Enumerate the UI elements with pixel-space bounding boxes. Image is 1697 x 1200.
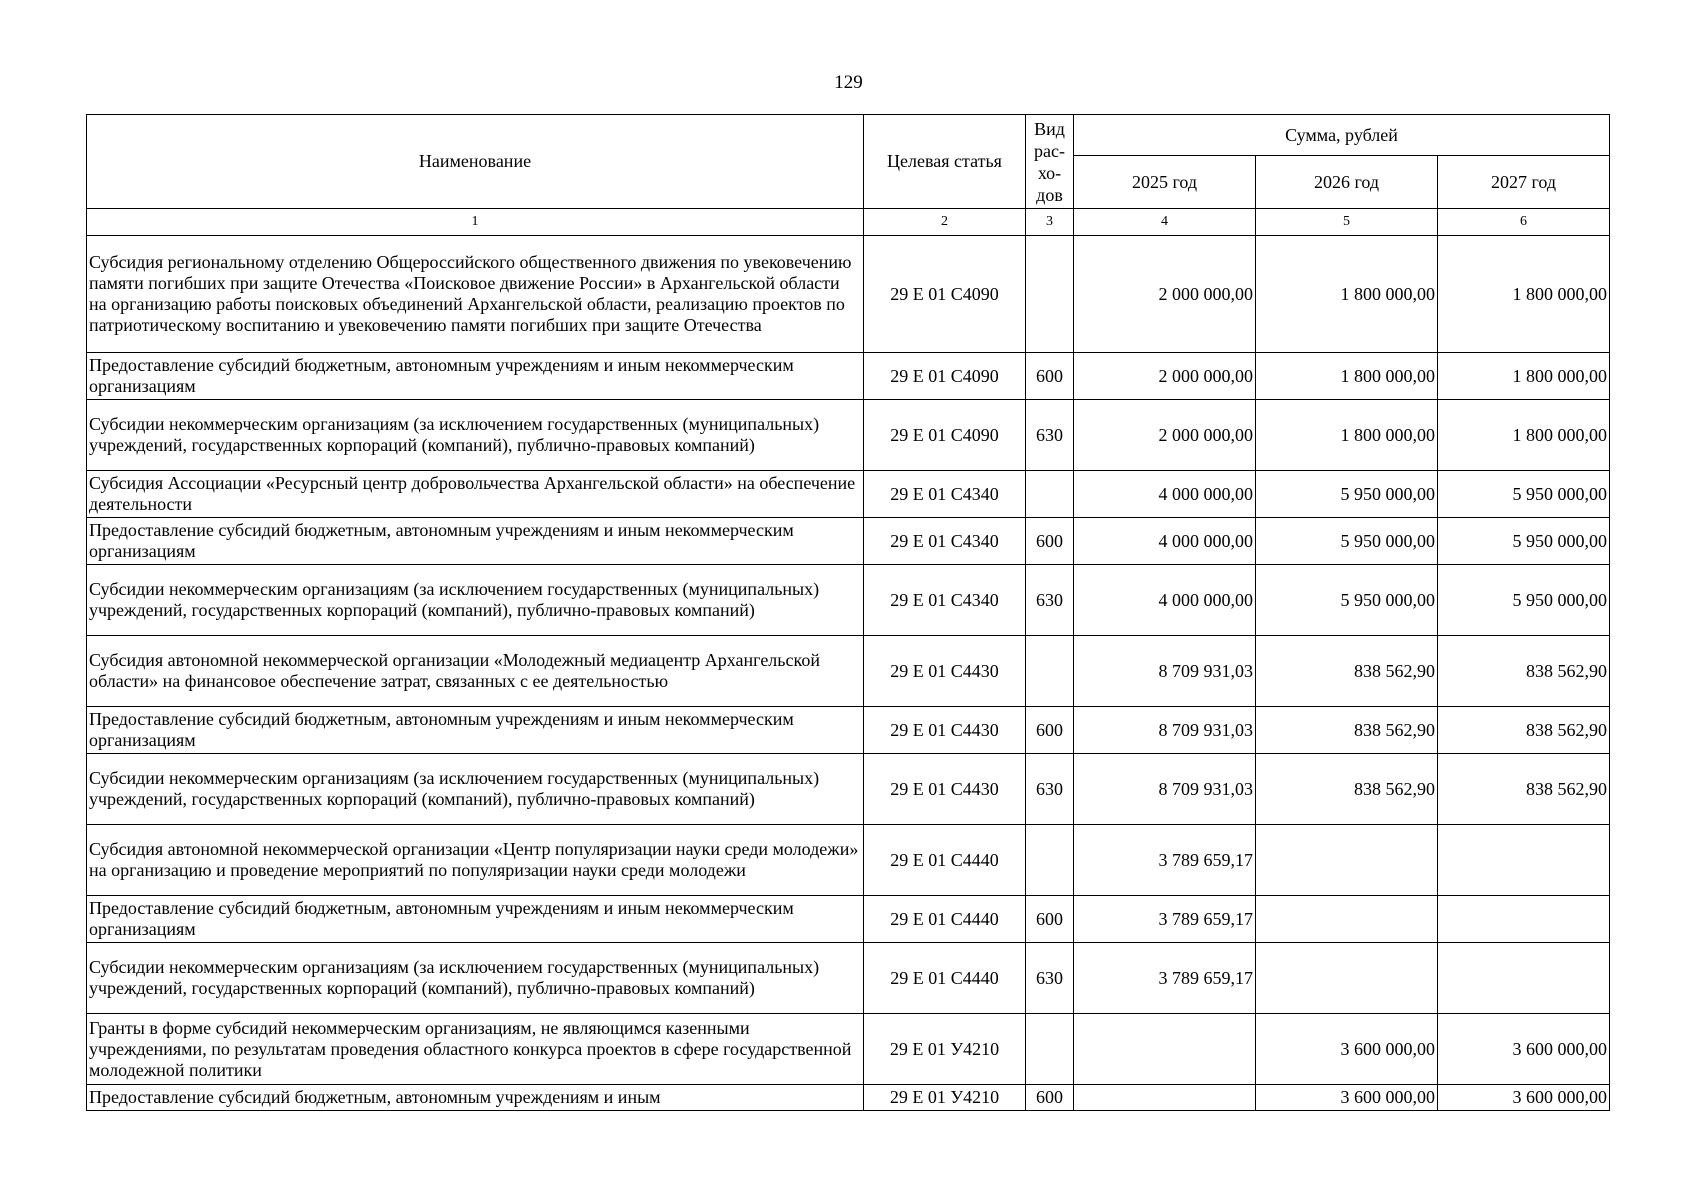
row-sum-2027: 838 562,90 xyxy=(1438,754,1610,825)
table-row xyxy=(87,353,1610,400)
table-row xyxy=(87,400,1610,471)
row-expense-type: 600 xyxy=(1026,518,1074,565)
row-name: Субсидии некоммерческим организациям (за исключением государственных (муниципальных) учреждений, государственных корпораций (компаний), публично-правовых компаний) xyxy=(87,943,864,1014)
row-target-article: 29 Е 01 У4210 xyxy=(864,1014,1026,1085)
row-sum-2026: 5 950 000,00 xyxy=(1256,471,1438,518)
row-expense-type: 630 xyxy=(1026,754,1074,825)
table-row xyxy=(87,896,1610,943)
table-row xyxy=(87,707,1610,754)
table-row xyxy=(87,636,1610,707)
row-sum-2026: 3 600 000,00 xyxy=(1256,1085,1438,1111)
row-sum-2027: 3 600 000,00 xyxy=(1438,1014,1610,1085)
row-target-article: 29 Е 01 С4440 xyxy=(864,896,1026,943)
table-row xyxy=(87,825,1610,896)
page-number: 129 xyxy=(834,72,863,93)
row-sum-2025: 2 000 000,00 xyxy=(1074,236,1256,353)
row-sum-2027: 5 950 000,00 xyxy=(1438,518,1610,565)
row-sum-2026: 1 800 000,00 xyxy=(1256,236,1438,353)
table-row xyxy=(87,236,1610,353)
table-row xyxy=(87,565,1610,636)
row-target-article: 29 Е 01 С4340 xyxy=(864,471,1026,518)
row-sum-2025: 4 000 000,00 xyxy=(1074,518,1256,565)
row-target-article: 29 Е 01 С4440 xyxy=(864,943,1026,1014)
row-sum-2025: 4 000 000,00 xyxy=(1074,565,1256,636)
row-sum-2025: 2 000 000,00 xyxy=(1074,400,1256,471)
row-sum-2027: 838 562,90 xyxy=(1438,636,1610,707)
row-target-article: 29 Е 01 С4430 xyxy=(864,754,1026,825)
row-expense-type: 600 xyxy=(1026,896,1074,943)
row-name: Субсидия Ассоциации «Ресурсный центр добровольчества Архангельской области» на обеспечение деятельности xyxy=(87,471,864,518)
row-name: Субсидия автономной некоммерческой организации «Молодежный медиацентр Архангельской области» на финансовое обеспечение затрат, связанных с ее деятельностью xyxy=(87,636,864,707)
row-sum-2025: 8 709 931,03 xyxy=(1074,707,1256,754)
row-name: Субсидия автономной некоммерческой организации «Центр популяризации науки среди молодежи» на организацию и проведение мероприятий по популяризации науки среди молодежи xyxy=(87,825,864,896)
header-sum: Сумма, рублей xyxy=(1074,115,1610,156)
row-name: Предоставление субсидий бюджетным, автономным учреждениям и иным некоммерческим организациям xyxy=(87,518,864,565)
column-number: 2 xyxy=(864,209,1026,236)
row-name: Субсидии некоммерческим организациям (за исключением государственных (муниципальных) учреждений, государственных корпораций (компаний), публично-правовых компаний) xyxy=(87,400,864,471)
row-sum-2027: 3 600 000,00 xyxy=(1438,1085,1610,1111)
row-sum-2025 xyxy=(1074,1085,1256,1111)
row-name: Субсидия региональному отделению Общероссийского общественного движения по увековечению памяти погибших при защите Отечества «Поисковое движение России» в Архангельской области на организацию работы поисковых объединений Архангельской области, реализацию проектов по патриотическому воспитанию и увековечению памяти погибших при защите Отечества xyxy=(87,236,864,353)
row-expense-type: 600 xyxy=(1026,1085,1074,1111)
column-number: 6 xyxy=(1438,209,1610,236)
row-target-article: 29 Е 01 С4090 xyxy=(864,400,1026,471)
row-sum-2027: 1 800 000,00 xyxy=(1438,353,1610,400)
row-sum-2026: 838 562,90 xyxy=(1256,707,1438,754)
row-sum-2026 xyxy=(1256,943,1438,1014)
row-sum-2027: 5 950 000,00 xyxy=(1438,565,1610,636)
row-target-article: 29 Е 01 С4430 xyxy=(864,636,1026,707)
row-expense-type: 600 xyxy=(1026,707,1074,754)
row-expense-type: 600 xyxy=(1026,353,1074,400)
row-sum-2026: 838 562,90 xyxy=(1256,636,1438,707)
row-sum-2026: 5 950 000,00 xyxy=(1256,565,1438,636)
row-expense-type xyxy=(1026,236,1074,353)
budget-table xyxy=(86,114,1610,1111)
row-name: Гранты в форме субсидий некоммерческим организациям, не являющимся казенными учреждениями, по результатам проведения областного конкурса проектов в сфере государственной молодежной политики xyxy=(87,1014,864,1085)
column-number: 3 xyxy=(1026,209,1074,236)
row-sum-2025: 4 000 000,00 xyxy=(1074,471,1256,518)
table-row xyxy=(87,471,1610,518)
row-target-article: 29 Е 01 У4210 xyxy=(864,1085,1026,1111)
row-sum-2027: 1 800 000,00 xyxy=(1438,236,1610,353)
table-row xyxy=(87,1014,1610,1085)
row-expense-type: 630 xyxy=(1026,400,1074,471)
row-sum-2025: 3 789 659,17 xyxy=(1074,825,1256,896)
header-year-2025: 2025 год xyxy=(1074,156,1256,209)
row-expense-type xyxy=(1026,1014,1074,1085)
row-sum-2027: 1 800 000,00 xyxy=(1438,400,1610,471)
row-expense-type: 630 xyxy=(1026,565,1074,636)
table-row xyxy=(87,754,1610,825)
column-number: 1 xyxy=(87,209,864,236)
row-sum-2025: 3 789 659,17 xyxy=(1074,943,1256,1014)
row-sum-2025: 2 000 000,00 xyxy=(1074,353,1256,400)
row-expense-type: 630 xyxy=(1026,943,1074,1014)
row-target-article: 29 Е 01 С4430 xyxy=(864,707,1026,754)
row-sum-2027 xyxy=(1438,825,1610,896)
row-expense-type xyxy=(1026,825,1074,896)
row-sum-2026: 5 950 000,00 xyxy=(1256,518,1438,565)
row-name: Субсидии некоммерческим организациям (за исключением государственных (муниципальных) учреждений, государственных корпораций (компаний), публично-правовых компаний) xyxy=(87,754,864,825)
row-target-article: 29 Е 01 С4340 xyxy=(864,565,1026,636)
row-name: Предоставление субсидий бюджетным, автономным учреждениям и иным некоммерческим организациям xyxy=(87,896,864,943)
row-sum-2025: 8 709 931,03 xyxy=(1074,754,1256,825)
row-sum-2027: 5 950 000,00 xyxy=(1438,471,1610,518)
row-name: Предоставление субсидий бюджетным, автономным учреждениям и иным некоммерческим организациям xyxy=(87,707,864,754)
table-row xyxy=(87,943,1610,1014)
row-target-article: 29 Е 01 С4090 xyxy=(864,236,1026,353)
column-number: 4 xyxy=(1074,209,1256,236)
row-sum-2026 xyxy=(1256,896,1438,943)
row-expense-type xyxy=(1026,471,1074,518)
header-name: Наименование xyxy=(87,115,864,209)
header-target-article: Целевая статья xyxy=(864,115,1026,209)
header-expense-type: Вид рас-хо-дов xyxy=(1026,115,1074,209)
row-sum-2026: 1 800 000,00 xyxy=(1256,400,1438,471)
table-row xyxy=(87,1085,1610,1111)
row-sum-2027: 838 562,90 xyxy=(1438,707,1610,754)
column-numbers-row xyxy=(87,209,1610,236)
row-sum-2025 xyxy=(1074,1014,1256,1085)
header-year-2026: 2026 год xyxy=(1256,156,1438,209)
column-number: 5 xyxy=(1256,209,1438,236)
row-sum-2027 xyxy=(1438,943,1610,1014)
row-expense-type xyxy=(1026,636,1074,707)
row-name: Субсидии некоммерческим организациям (за исключением государственных (муниципальных) учреждений, государственных корпораций (компаний), публично-правовых компаний) xyxy=(87,565,864,636)
row-target-article: 29 Е 01 С4090 xyxy=(864,353,1026,400)
row-name: Предоставление субсидий бюджетным, автономным учреждениям и иным xyxy=(87,1085,864,1111)
row-target-article: 29 Е 01 С4440 xyxy=(864,825,1026,896)
row-name: Предоставление субсидий бюджетным, автономным учреждениям и иным некоммерческим организациям xyxy=(87,353,864,400)
row-sum-2026: 1 800 000,00 xyxy=(1256,353,1438,400)
header-year-2027: 2027 год xyxy=(1438,156,1610,209)
row-sum-2025: 3 789 659,17 xyxy=(1074,896,1256,943)
row-sum-2026: 838 562,90 xyxy=(1256,754,1438,825)
row-sum-2027 xyxy=(1438,896,1610,943)
row-sum-2025: 8 709 931,03 xyxy=(1074,636,1256,707)
row-sum-2026 xyxy=(1256,825,1438,896)
row-sum-2026: 3 600 000,00 xyxy=(1256,1014,1438,1085)
row-target-article: 29 Е 01 С4340 xyxy=(864,518,1026,565)
table-row xyxy=(87,518,1610,565)
